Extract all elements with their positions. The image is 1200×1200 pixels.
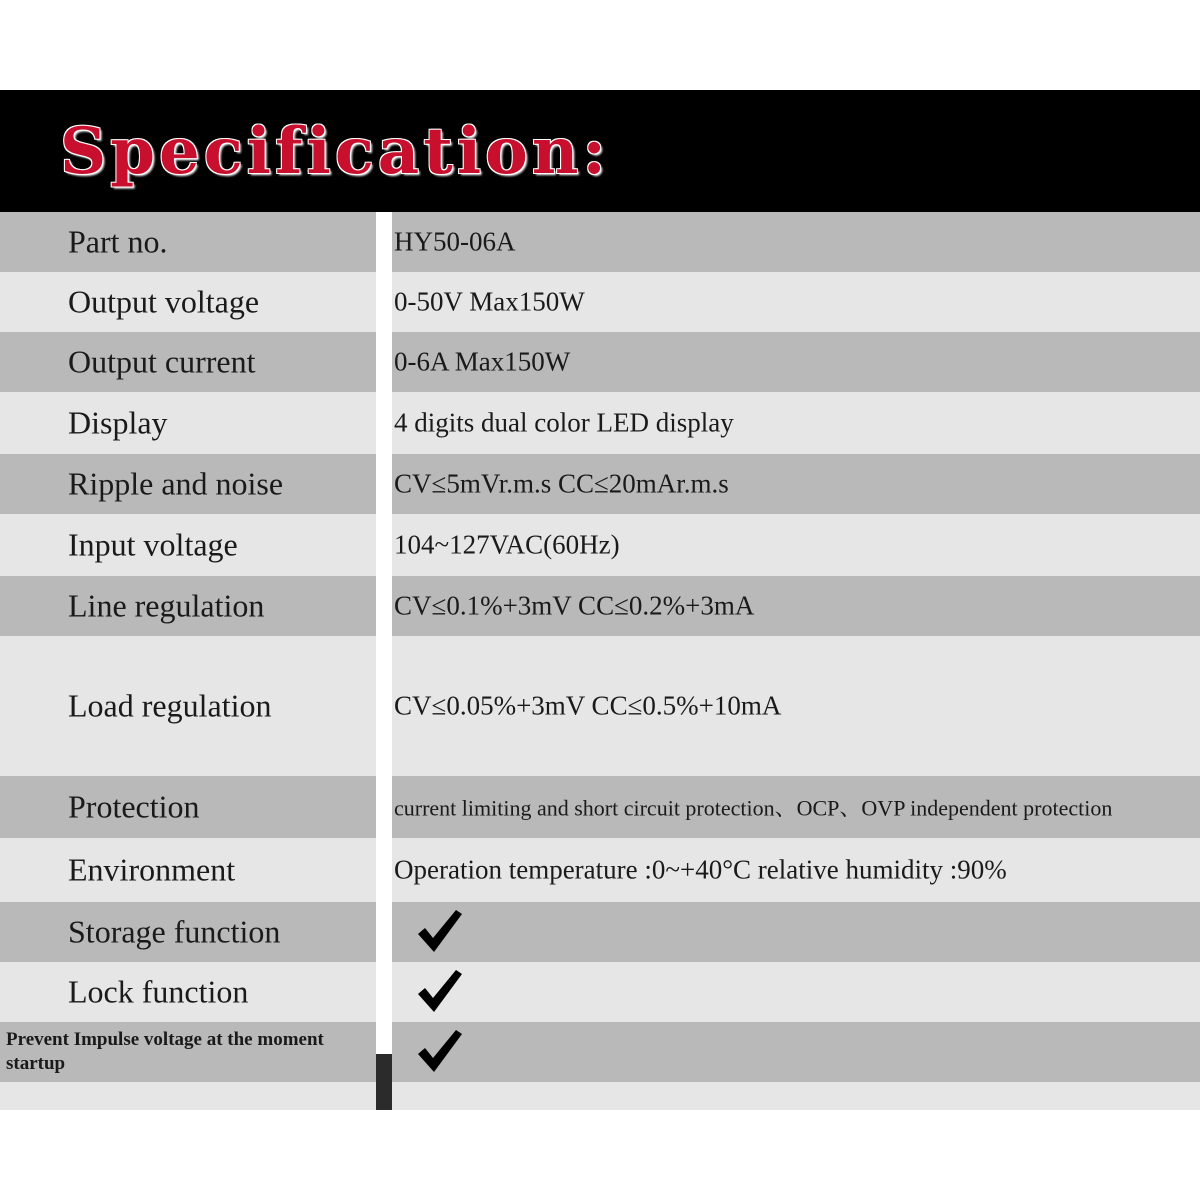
spec-row-blank [0, 1082, 1200, 1110]
spec-value: CV≤5mVr.m.s CC≤20mAr.m.s [394, 468, 729, 499]
spec-value: 4 digits dual color LED display [394, 407, 734, 438]
spec-row-input-voltage [0, 514, 1200, 576]
spec-table [0, 212, 1200, 1110]
spec-label: Prevent Impulse voltage at the moment startup [6, 1029, 324, 1074]
spec-row-storage-function [0, 902, 1200, 962]
spec-value: CV≤0.1%+3mV CC≤0.2%+3mA [394, 590, 755, 621]
spec-label: Output current [68, 343, 256, 380]
spec-row-output-current [0, 332, 1200, 392]
spec-value: 0-50V Max150W [394, 286, 585, 317]
spec-label: Line regulation [68, 587, 265, 624]
checkmark-icon [416, 908, 464, 956]
spec-label: Display [68, 404, 168, 441]
spec-label: Storage function [68, 913, 281, 950]
column-divider [376, 212, 392, 1110]
spec-label: Input voltage [68, 526, 238, 563]
spec-row-output-voltage [0, 272, 1200, 332]
spec-label: Protection [68, 788, 200, 825]
spec-label: Load regulation [68, 687, 272, 724]
spec-label: Output voltage [68, 283, 260, 320]
spec-row-part-no [0, 212, 1200, 272]
header-banner [0, 90, 1200, 212]
spec-value: CV≤0.05%+3mV CC≤0.5%+10mA [394, 690, 782, 721]
spec-value: HY50-06A [394, 226, 516, 257]
spec-value: 0-6A Max150W [394, 346, 571, 377]
spec-row-lock-function [0, 962, 1200, 1022]
spec-value: Operation temperature :0~+40°C relative humidity :90% [394, 854, 1007, 885]
column-divider-dark [376, 1054, 392, 1110]
spec-value: 104~127VAC(60Hz) [394, 529, 620, 560]
spec-row-display [0, 392, 1200, 454]
spec-row-load-regulation [0, 636, 1200, 776]
spec-label: Ripple and noise [68, 465, 284, 502]
spec-row-line-regulation [0, 576, 1200, 636]
spec-label: Lock function [68, 973, 249, 1010]
spec-row-ripple-noise [0, 454, 1200, 514]
spec-value: current limiting and short circuit protection、OCP、OVP independent protection [394, 795, 1113, 821]
checkmark-icon [416, 968, 464, 1016]
page-title: Specification: [60, 114, 610, 189]
spec-row-protection [0, 776, 1200, 838]
spec-row-impulse-prevention [0, 1022, 1200, 1082]
spec-row-environment [0, 838, 1200, 902]
spec-label: Environment [68, 851, 236, 888]
spec-label: Part no. [68, 223, 168, 260]
checkmark-icon [416, 1028, 464, 1076]
